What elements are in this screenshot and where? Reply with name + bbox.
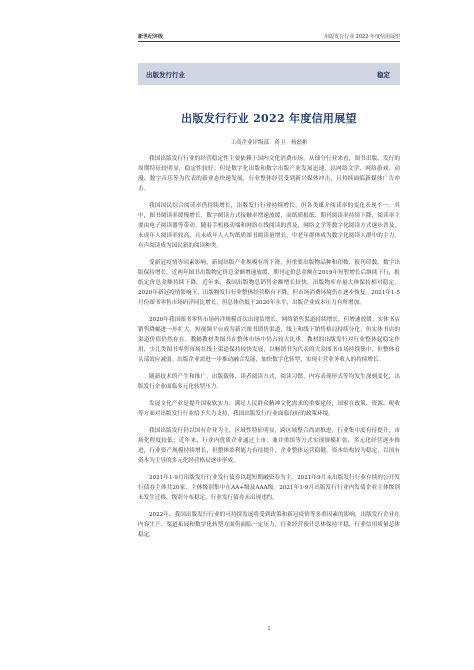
banner-outlook: 稳定 (377, 71, 390, 79)
body-paragraph: 2021年1-9月出版发行行业发行债券以超短期融资券为主。2021年9月末出版发行行业存续的公开发行债券主体共20家，主体级别集中在AA+级及AAA级。2021年1-9月出版发行行业内发债企业主体级别未发生迁移，级别分布稳定，行业发行债券未出现违约。 (138, 475, 400, 501)
header-report-title: 出版发行行业 2022 年度信用展望 (324, 34, 400, 40)
header-publisher: 新世纪评级 (138, 34, 164, 40)
header-rule (138, 41, 400, 42)
body-paragraph: 2020年我国图书零售市场码洋规模首次出现负增长，网络销售渠道持续增长，但增速放缓；实体书店销售降幅进一步扩大，短视频平台成为新兴图书销售渠道，线上和线下销售格局持续分化，但实体书店的渠道价值仍然存在。教辅教材类图书在整体市场中仍占较大比重，教材的出版发行对行业整体起稳定作用，少儿类图书零售市场在线上渠道保持较快发展，以畅销书为代表的大众图书市场持续集中，但整体看头部效应减弱。出版企业需进一步推动融合发展，加快数字化转型，实现主营业务收入的持续增长。 (138, 317, 400, 363)
body-paragraph: 我国国民综合阅读率仍持续增长，出版发行行业持续增长，但各类媒介阅读率的变化表现不一。其中，图书阅读率缓慢增长，数字阅读方式接触率增速放缓，而纸质报纸、期刊阅读率持续下降，阅读率主要由电子阅读器等带动。随着手机移动端和网络在线阅读的普及，网络文学等数字化阅读方式逐步普及，未成年人阅读率较高，且未成年人人均纸质图书阅读量增长，中老年群体成为数字化阅读人群中的主力。有声阅读成为国民新的阅读种类。 (138, 203, 400, 249)
report-authors: 工商企业评级部 蒋卫 杨磊彬 (230, 140, 308, 146)
report-title: 出版发行行业 2022 年度信用展望 (181, 112, 357, 125)
body-paragraph: 我国出版发行行业的经营稳定性主要依赖于国内文化消费市场，从细分行业来看，图书出版、发行的周期特征较明显，稳定性较好；但是数字化出版和数字出版产业发展迅速，以网络文学、网络游戏、动漫、数字音乐等为代表的新业态快速发展，行业整体经营受到新兴媒体冲击，且持续面临新媒体广告冲击。 (138, 156, 400, 192)
body-paragraph: 2022年，我国出版发行行业的可持续发展将受到政策和新冠疫情等多重因素的影响，出版发行企业在内容生产、渠道拓展和数字化转型方面仍面临一定压力，行业经营预计总体保持平稳，行业信用质量总体稳定。 (138, 512, 400, 538)
body-paragraph: 受新冠疫情等因素影响，新闻出版产业规模有所下滑，但重要出版物品种和印数、报刊印数、数字出版保持增长。近两年图书出版物定价总金额增速放缓，期刊定价总金额在2019年短暂增长后继续下行，报纸定价总金额持续下降。近年来，我国出版物总销售金额增长较快，出版物库存量大体保持相对稳定。2020年新冠疫情影响下，出版物发行行业整体经营略有下降，但市场消费环境仍在逐步恢复。2021年1-5月份图书零售市场码洋同比增长，但总体仍低于2020年水平，出版企业成本压力有所增加。 (138, 260, 400, 306)
page-header (138, 30, 400, 42)
body-paragraph: 发展文化产业是提升国家软实力、满足人民群众精神文化需求的重要途径，国家在政策、资源、税收等方面对出版发行行业给予大力支持，我国出版发行行业面临良好的政策环境。 (138, 401, 400, 417)
banner-industry: 出版发行行业 (146, 71, 185, 79)
body-paragraph: 我国出版发行仍以国有企业为主，区域性特征明显，跨区域整合尚需推进，行业集中度有待提升，市场化程度较低；近年来，行业内优质企业通过上市、兼并重组等方式实现规模扩张，多元化经营逐步推进，行业资产规模持续增长，但整体盈利能力有待提升，企业整体运营稳健，资本结构较为稳定，以国有资本为主导的多元化经营格局逐步形成。 (138, 428, 400, 464)
body-paragraph: 随新技术的产生和推广，出版载体、读者阅读方式、阅读习惯、内容表现形式等均发生深刻变化，出版发行企业面临多元化转型压力。 (138, 374, 400, 390)
industry-banner (138, 63, 400, 85)
page-number: 1 (267, 626, 271, 632)
report-body (138, 154, 400, 547)
